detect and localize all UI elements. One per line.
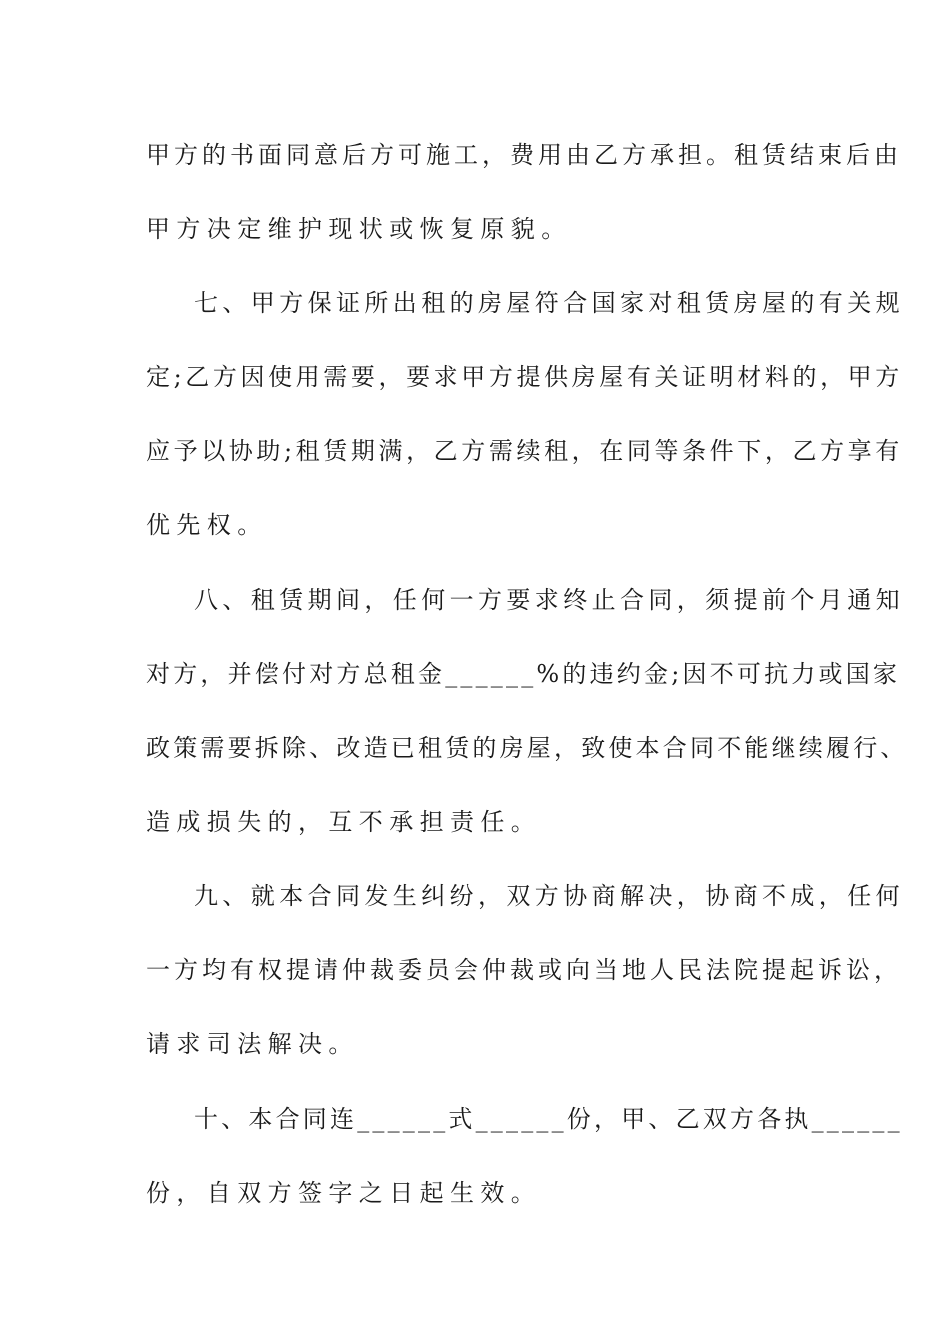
clause-ten-line: 十、本合同连______式______份，甲、乙双方各执______ [194,1105,903,1133]
text-line: 甲方的书面同意后方可施工，费用由乙方承担。租赁结束后由 [146,141,902,169]
text-line: 造成损失的，互不承担责任。 [146,808,542,836]
clause-nine-line: 九、就本合同发生纠纷，双方协商解决，协商不成，任何 [194,882,904,910]
text-line: 请求司法解决。 [146,1030,359,1058]
clause-seven-line: 七、甲方保证所出租的房屋符合国家对租赁房屋的有关规 [194,289,904,317]
text-line: 份，自双方签字之日起生效。 [146,1179,542,1207]
text-line: 一方均有权提请仲裁委员会仲裁或向当地人民法院提起诉讼， [146,956,902,984]
text-line: 优先权。 [146,511,268,539]
text-line: 政策需要拆除、改造已租赁的房屋，致使本合同不能继续履行、 [146,734,908,762]
text-line: 对方，并偿付对方总租金______%的违约金;因不可抗力或国家 [146,660,901,688]
text-line: 应予以协助;租赁期满，乙方需续租，在同等条件下，乙方享有 [146,437,903,465]
text-line: 定;乙方因使用需要，要求甲方提供房屋有关证明材料的，甲方 [146,363,903,391]
text-line: 甲方决定维护现状或恢复原貌。 [146,215,572,243]
clause-eight-line: 八、租赁期间，任何一方要求终止合同，须提前个月通知 [194,586,904,614]
